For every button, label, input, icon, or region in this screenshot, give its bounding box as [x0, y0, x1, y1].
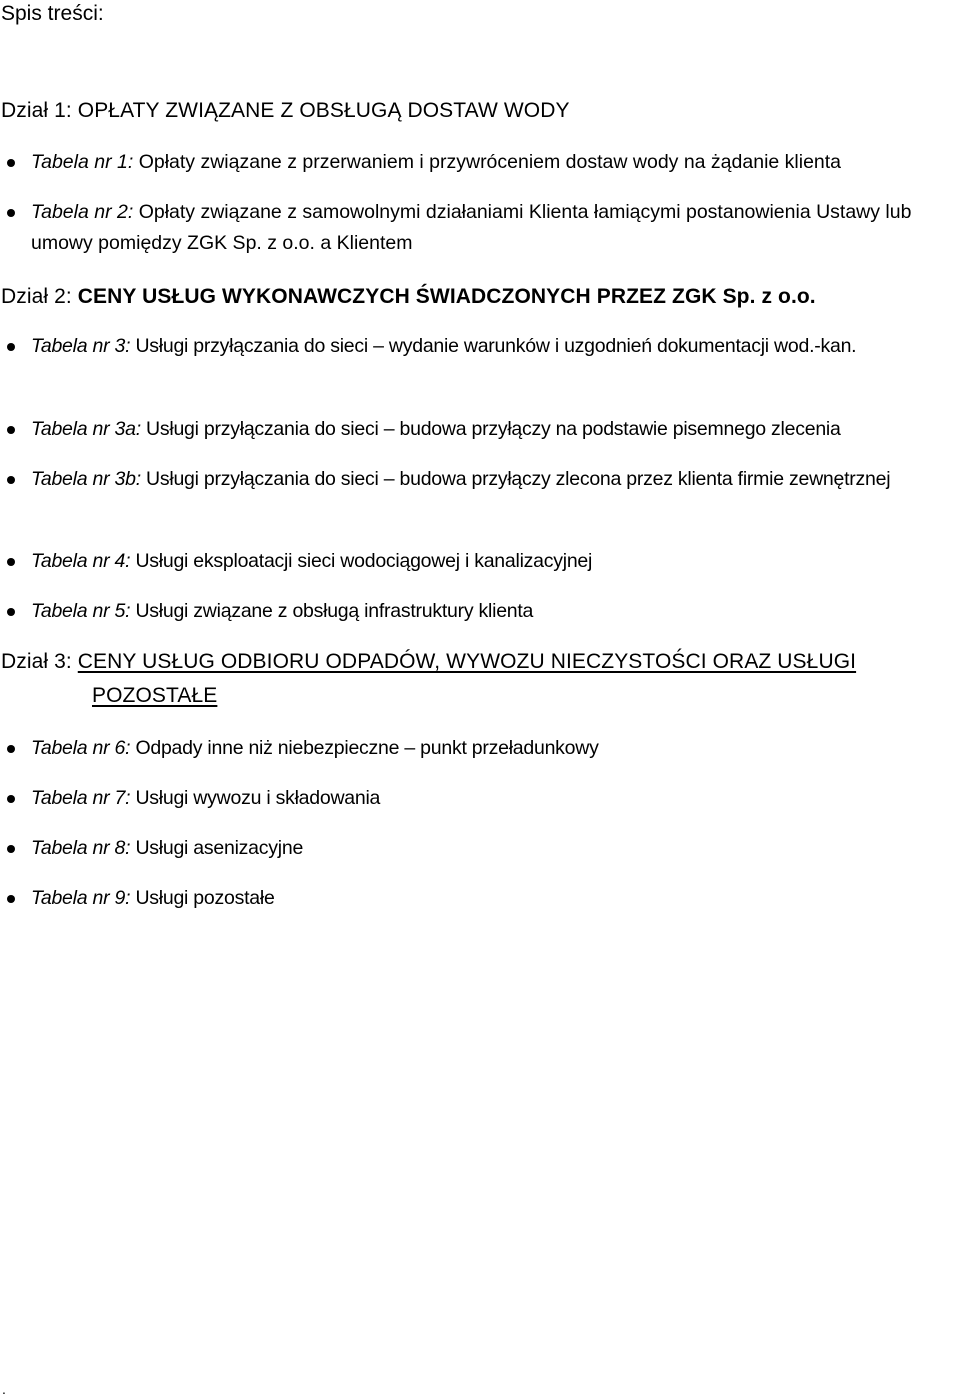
- table-label: Tabela nr 5:: [31, 600, 131, 622]
- bullet-icon: [7, 745, 15, 753]
- footer-mark: .: [2, 1381, 6, 1397]
- section-number: Dział 2:: [1, 285, 72, 308]
- table-label: Tabela nr 6:: [31, 737, 131, 759]
- table-label: Tabela nr 3a:: [31, 418, 141, 440]
- section-heading-3: [1, 645, 952, 713]
- bullet-icon: [7, 426, 15, 434]
- list-item-table-4: [31, 546, 954, 577]
- list-item-table-2: [31, 197, 954, 259]
- list-item-table-7: [31, 783, 954, 814]
- table-description: Usługi przyłączania do sieci – budowa przyłączy na podstawie pisemnego zlecenia: [146, 418, 841, 440]
- section-title-continuation: POZOSTAŁE: [92, 684, 218, 707]
- section-title: OPŁATY ZWIĄZANE Z OBSŁUGĄ DOSTAW WODY: [77, 99, 570, 122]
- section-title: CENY USŁUG ODBIORU ODPADÓW, WYWOZU NIECZYSTOŚCI ORAZ USŁUGI: [77, 650, 857, 673]
- table-description: Usługi eksploatacji sieci wodociągowej i kanalizacyjnej: [135, 550, 593, 572]
- section-heading-2: [1, 280, 952, 314]
- bullet-icon: [7, 845, 15, 853]
- bullet-icon: [7, 343, 15, 351]
- list-item-table-3b: [31, 464, 954, 495]
- bullet-icon: [7, 895, 15, 903]
- table-label: Tabela nr 4:: [31, 550, 131, 572]
- toc-title: Spis treści:: [1, 2, 104, 25]
- table-description: Usługi związane z obsługą infrastruktury klienta: [135, 600, 534, 622]
- list-item-table-9: [31, 883, 954, 914]
- table-description: Usługi przyłączania do sieci – wydanie warunków i uzgodnień dokumentacji wod.-kan.: [135, 335, 857, 357]
- bullet-icon: [7, 159, 15, 167]
- table-description: Usługi pozostałe: [135, 887, 275, 909]
- section-heading-1: [1, 94, 952, 128]
- list-item-table-1: [31, 147, 954, 178]
- table-description: Opłaty związane z samowolnymi działaniami Klienta łamiącymi postanowienia Ustawy lub umowy pomiędzy ZGK Sp. z o.o. a Klientem: [31, 201, 912, 254]
- table-label: Tabela nr 7:: [31, 787, 131, 809]
- table-description: Opłaty związane z przerwaniem i przywróceniem dostaw wody na żądanie klienta: [138, 151, 842, 173]
- table-description: Usługi wywozu i składowania: [135, 787, 381, 809]
- table-label: Tabela nr 3b:: [31, 468, 141, 490]
- table-label: Tabela nr 2:: [31, 201, 134, 223]
- list-item-table-3a: [31, 414, 954, 445]
- table-description: Usługi asenizacyjne: [135, 837, 304, 859]
- list-item-table-3: [31, 331, 954, 362]
- table-description: Usługi przyłączania do sieci – budowa przyłączy zlecona przez klienta firmie zewnętrznej: [146, 468, 891, 490]
- bullet-icon: [7, 558, 15, 566]
- table-description: Odpady inne niż niebezpieczne – punkt przeładunkowy: [135, 737, 599, 759]
- list-item-table-5: [31, 596, 954, 627]
- table-label: Tabela nr 1:: [31, 151, 134, 173]
- section-number: Dział 3:: [1, 650, 72, 673]
- section-title: CENY USŁUG WYKONAWCZYCH ŚWIADCZONYCH PRZEZ ZGK Sp. z o.o.: [77, 285, 816, 308]
- table-label: Tabela nr 3:: [31, 335, 131, 357]
- list-item-table-8: [31, 833, 954, 864]
- section-number: Dział 1:: [1, 99, 72, 122]
- list-item-table-6: [31, 733, 954, 764]
- table-label: Tabela nr 8:: [31, 837, 131, 859]
- bullet-icon: [7, 209, 15, 217]
- table-label: Tabela nr 9:: [31, 887, 131, 909]
- bullet-icon: [7, 795, 15, 803]
- bullet-icon: [7, 476, 15, 484]
- bullet-icon: [7, 608, 15, 616]
